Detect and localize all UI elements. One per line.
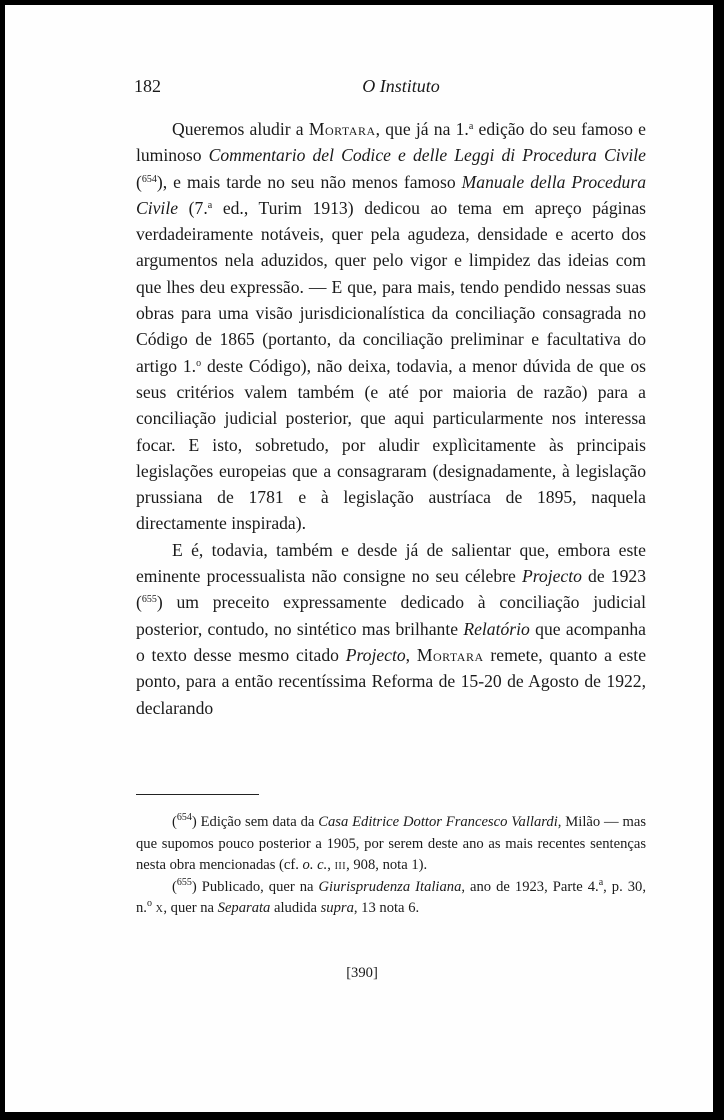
body-text bbox=[136, 116, 646, 721]
footnote-divider bbox=[136, 794, 259, 795]
running-title: O Instituto bbox=[362, 76, 440, 96]
paragraph: E é, todavia, também e desde já de salientar que, embora este eminente processualista não consigne no seu célebre Projecto de 1923 ($^{655}$) um preceito expressamente dedicado à conciliação judicial posterior, contudo, no sintético mas brilhante Relatório que acompanha o texto desse mesmo citado Projecto, Mortara remete, quanto a este ponto, para a então recentíssima Reforma de 15-20 de Agosto de 1922, declarando bbox=[136, 539, 647, 718]
page-number: 182 bbox=[134, 76, 161, 96]
work-title: Projecto bbox=[345, 644, 406, 665]
footnote-ref: 655 bbox=[141, 594, 157, 606]
footnote-ref: 654 bbox=[141, 173, 157, 185]
work-title: Manuale della Procedura Civile bbox=[136, 171, 646, 218]
work-title: Projecto bbox=[521, 566, 582, 587]
work-title: Commentario del Codice e delle Leggi di Procedura Civile bbox=[208, 145, 646, 166]
footnote-654: ($^{654}$) Edição sem data da Casa Editrice Dottor Francesco Vallardi, Milão — mas que supomos pouco posterior a 1905, por serem deste ano as mais recentes sentenças nesta obra mencionadas (cf. o. c., iii, 908, nota 1). bbox=[136, 812, 646, 873]
footnote-655: ($^{655}$) Publicado, quer na Giurisprudenza Italiana, ano de 1923, Parte 4.$^a$, p. 30, n.$^o$ x, quer na Separata aludida supra, 13 nota 6. bbox=[136, 876, 646, 916]
work-title: Relatório bbox=[463, 618, 530, 639]
author-name: Mortara bbox=[416, 644, 484, 665]
paragraph: Queremos aludir a Mortara, que já na 1.$^a$ edição do seu famoso e luminoso Commentario del Codice e delle Leggi di Procedura Civile ($^{654}$), e mais tarde no seu não menos famoso Manuale della Procedura Civile (7.$^a$ ed., Turim 1913) dedicou ao tema em apreço páginas verdadeiramente notáveis, quer pela agudeza, densidade e acerto dos argumentos nela aduzidos, quer pelo vigor e limpidez das ideias com que lhes deu expressão. — E que, para mais, tendo pendido nessas suas obras para uma visão jurisdicionalística da conciliação consagrada no Código de 1865 (portanto, da conciliação preliminar e facultativa do artigo 1.$^o$ deste Código), não deixa, todavia, a menor dúvida de que os seus critérios valem também (e até por maioria de razão) para a conciliação judicial posterior, que aqui particularmente nos interessa focar. E isto, sobretudo, por aludir explìcitamente às principais legislações europeias que a consagraram (designadamente, à legislação prussiana de 1781 e à legislação austríaca de 1895, naquela directamente inspirada). bbox=[136, 119, 647, 534]
author-name: Mortara bbox=[308, 119, 376, 139]
page-header bbox=[131, 76, 646, 100]
page-marker: [390] bbox=[346, 965, 378, 981]
footnotes bbox=[136, 812, 646, 920]
